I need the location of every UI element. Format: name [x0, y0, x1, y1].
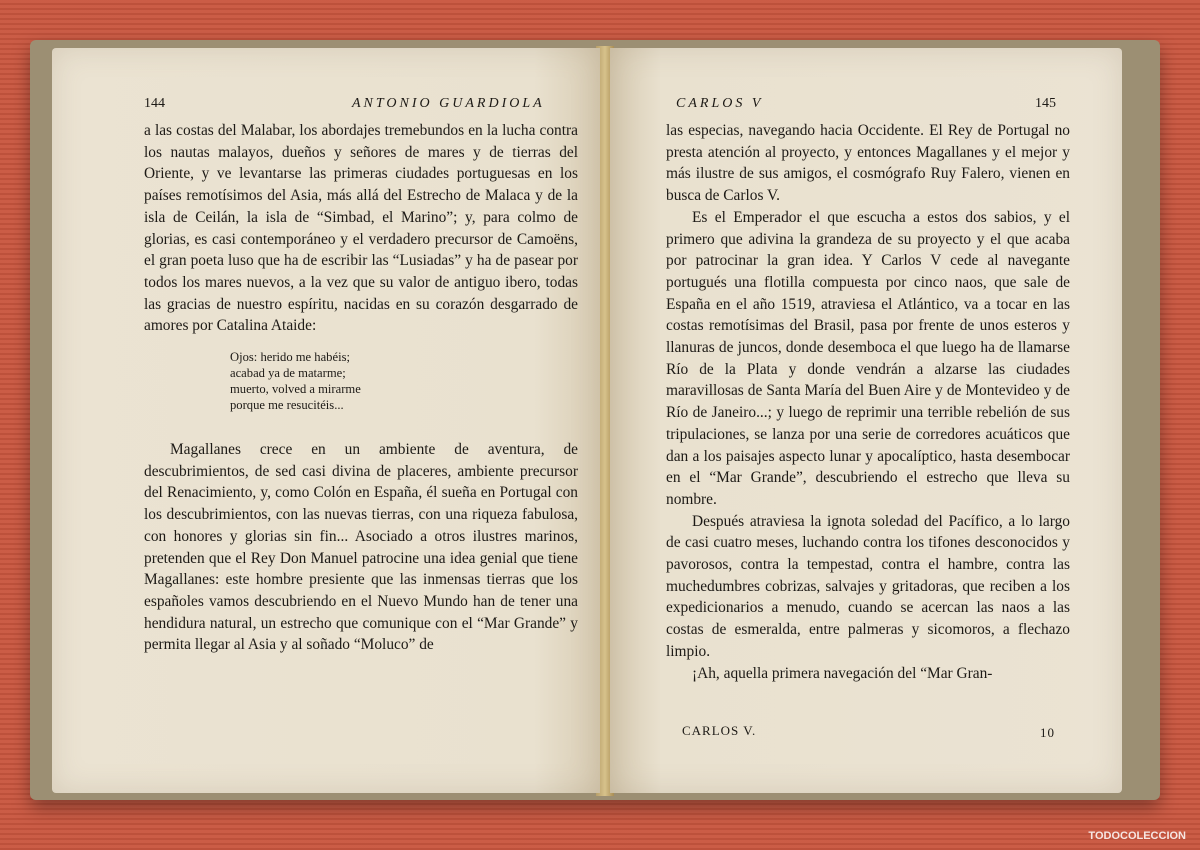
left-page [52, 48, 600, 793]
left-paragraph-2: Magallanes crece en un ambiente de aventura, de descubrimientos, de sed casi divina de placeres, ambiente precursor del Renacimiento, y, como Colón en España, él sueña en Portugal con los descubrimientos, con las nuevas tierras, con una riqueza fabulosa, con honores y glorias sin fin... Asociado a otros ilustres marinos, pretenden que el Rey Don Manuel patrocine una idea genial que tiene Magallanes: este hombre presiente que las inmensas tierras que los españoles vamos descubriendo en el Nuevo Mundo han de tener una hendidura natural, un estrecho que comunique con el “Mar Grande” y permita llegar al Asia y al soñado “Moluco” de [144, 441, 578, 654]
right-running-header: CARLOS V [676, 96, 764, 111]
right-page-text [666, 120, 1070, 684]
right-paragraph-3: Después atraviesa la ignota soledad del Pacífico, a lo largo de casi cuatro meses, luchando contra los tifones desconocidos y pavorosos, contra la tempestad, contra el hambre, contra las muchedumbres cobrizas, salvajes y gritadoras, que reciben a los expedicionarios a menudo, cuando se acercan las naos a las costas de esmeralda, entre palmeras y sicomoros, a flechazo limpio. [666, 512, 1070, 660]
watermark-logo: TODOCOLECCION [1088, 830, 1186, 842]
right-paragraph-2: Es el Emperador el que escucha a estos dos sabios, y el primero que adivina la grandeza de su proyecto y el que acaba por patrocinar la gran idea. Y Carlos V cede al navegante portugués una flotilla compuesta por cinco naos, que sale de España en el año 1519, atraviesa el Atlántico, va a tocar en las costas remotísimas del Brasil, pasa por frente de unos esteros y llanuras de juncos, donde desemboca el que luego ha de llamarse Río de la Plata y donde vendrán a alzarse las ciudades maravillosas de Santa María del Buen Aire y de Montevideo y de Río de Janeiro...; y luego de reprimir una terrible rebelión de sus tripulaciones, se lanza por una serie de corredores acuáticos que dan a los paisajes aspecto lunar y apocalíptico, hasta desembocar en el “Mar Grande”, descubriendo el estrecho que lleva su nombre. [666, 208, 1070, 508]
verse-line: Ojos: herido me habéis; [230, 350, 350, 365]
left-page-number: 144 [144, 96, 165, 111]
verse-block [230, 349, 578, 413]
right-page [610, 48, 1122, 793]
verse-line: acabad ya de matarme; [230, 366, 346, 381]
right-paragraph-4: ¡Ah, aquella primera navegación del “Mar Gran- [692, 664, 993, 682]
left-running-header: ANTONIO GUARDIOLA [352, 96, 545, 111]
verse-line: porque me resucitéis... [230, 398, 344, 413]
verse-line: muerto, volved a mirarme [230, 382, 361, 397]
signature-mark: CARLOS V. [682, 723, 757, 738]
signature-number: 10 [1040, 725, 1055, 740]
right-paragraph-1: las especias, navegando hacia Occidente. El Rey de Portugal no presta atención al proyecto, y entonces Magallanes y el mejor y más ilustre de sus amigos, el cosmógrafo Ruy Falero, vienen en busca de Carlos V. [666, 122, 1070, 205]
left-paragraph-1: a las costas del Malabar, los abordajes tremebundos en la lucha contra los nautas malayos, dueños y señores de mares y de tierras del Oriente, y ve levantarse las primeras ciudades portuguesas en los países remotísimos del Asia, más allá del Estrecho de Malaca y de la isla de Ceilán, la isla de “Simbad, el Marino”; y, para colmo de glorias, es casi contemporáneo y el verdadero precursor de Camoëns, el gran poeta luso que ha de escribir las “Lusiadas” y ha de pasear por todos los mares nuevos, a la vez que su valor de antiguo ibero, todas las gracias de nuestro espíritu, nacidas en su corazón desgarrado de amores por Catalina Ataide: [144, 122, 578, 335]
left-page-text [144, 120, 578, 656]
right-page-number: 145 [1035, 96, 1056, 111]
